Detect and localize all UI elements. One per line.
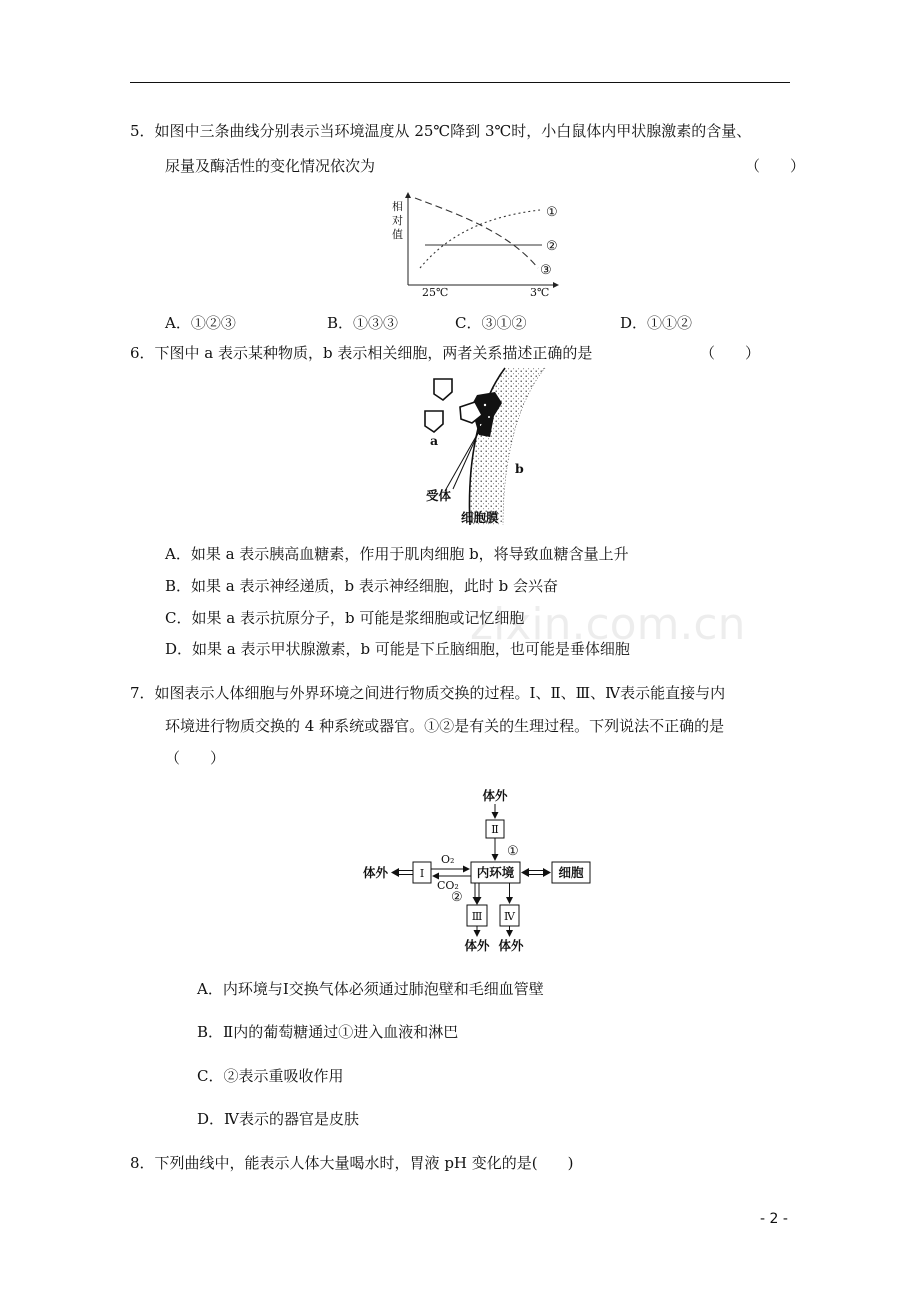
q5-curve-label-3: ③ bbox=[540, 263, 552, 278]
label-receptor: 受体 bbox=[426, 488, 452, 503]
box-3-label: Ⅲ bbox=[471, 910, 483, 923]
q5-option-d: D．①①② bbox=[620, 314, 693, 332]
q5-option-a: A．①②③ bbox=[165, 314, 236, 332]
q5-option-b: B．①③③ bbox=[327, 314, 399, 332]
outside-top-label: 体外 bbox=[482, 788, 508, 803]
q7-option-c: C．②表示重吸收作用 bbox=[197, 1067, 344, 1085]
q5-curve-dashed bbox=[415, 198, 538, 268]
q6-figure-cell-membrane bbox=[415, 365, 550, 530]
outside-bottom-3-label: 体外 bbox=[464, 938, 490, 953]
cell-membrane-band bbox=[469, 368, 545, 525]
q5-stem-line2: 尿量及酶活性的变化情况依次为 bbox=[165, 157, 376, 175]
internal-env-label: 内环境 bbox=[476, 865, 515, 880]
q5-stem-line1: 5．如图中三条曲线分别表示当环境温度从 25℃降到 3℃时，小白鼠体内甲状腺激素的含量、 bbox=[130, 122, 752, 140]
substance-molecule bbox=[434, 379, 452, 400]
co2-label: CO₂ bbox=[437, 879, 459, 892]
q5-y-label-char: 值 bbox=[392, 228, 403, 241]
process-2-label: ② bbox=[451, 890, 463, 905]
q5-figure-graph bbox=[380, 190, 570, 302]
q6-stem: 6．下图中 a 表示某种物质，b 表示相关细胞，两者关系描述正确的是 bbox=[130, 344, 593, 362]
outside-bottom-4-label: 体外 bbox=[498, 938, 524, 953]
q5-curve-dotted bbox=[420, 210, 540, 268]
label-a: a bbox=[430, 433, 439, 448]
q6-answer-paren: （ ） bbox=[700, 344, 761, 362]
outside-left-label: 体外 bbox=[363, 865, 389, 880]
q6-option-b: B．如果 a 表示神经递质，b 表示神经细胞，此时 b 会兴奋 bbox=[165, 577, 559, 595]
q7-answer-paren: （ ） bbox=[165, 749, 226, 767]
process-1-label: ① bbox=[507, 844, 519, 859]
q7-stem-line1: 7．如图表示人体细胞与外界环境之间进行物质交换的过程。Ⅰ、Ⅱ、Ⅲ、Ⅳ表示能直接与内 bbox=[130, 684, 726, 702]
box-1-label: Ⅰ bbox=[419, 867, 425, 880]
q5-y-label-char: 相 bbox=[392, 200, 403, 213]
substance-molecule bbox=[425, 411, 443, 432]
q7-figure-exchange-diagram bbox=[355, 785, 600, 955]
q5-x-start-label: 25℃ bbox=[422, 286, 449, 299]
cell-label: 细胞 bbox=[558, 865, 584, 880]
q7-stem-line2: 环境进行物质交换的 4 种系统或器官。①②是有关的生理过程。下列说法不正确的是 bbox=[165, 717, 725, 735]
q7-option-b: B．Ⅱ内的葡萄糖通过①进入血液和淋巴 bbox=[197, 1023, 459, 1041]
q8-stem: 8．下列曲线中，能表示人体大量喝水时，胃液 pH 变化的是( ) bbox=[130, 1154, 574, 1172]
q7-option-a: A．内环境与Ⅰ交换气体必须通过肺泡壁和毛细血管壁 bbox=[197, 980, 544, 998]
page-number: - 2 - bbox=[760, 1211, 788, 1227]
q5-curve-label-1: ① bbox=[546, 205, 558, 220]
o2-label: O₂ bbox=[441, 853, 455, 866]
label-b: b bbox=[515, 461, 524, 476]
q6-option-c: C．如果 a 表示抗原分子，b 可能是浆细胞或记忆细胞 bbox=[165, 609, 525, 627]
q5-option-c: C．③①② bbox=[455, 314, 527, 332]
q6-option-a: A．如果 a 表示胰高血糖素，作用于肌肉细胞 b，将导致血糖含量上升 bbox=[165, 545, 629, 563]
q5-y-label-char: 对 bbox=[392, 214, 403, 227]
q5-curve-label-2: ② bbox=[546, 239, 558, 254]
q5-answer-paren: （ ） bbox=[745, 157, 806, 175]
watermark: zixin.com.cn bbox=[470, 599, 746, 650]
q7-option-d: D．Ⅳ表示的器官是皮肤 bbox=[197, 1110, 360, 1128]
header-rule bbox=[130, 82, 790, 83]
box-2-label: Ⅱ bbox=[491, 823, 499, 836]
q5-x-end-label: 3℃ bbox=[530, 286, 550, 299]
box-4-label: Ⅳ bbox=[504, 910, 515, 923]
q6-option-d: D．如果 a 表示甲状腺激素，b 可能是下丘脑细胞，也可能是垂体细胞 bbox=[165, 640, 630, 658]
label-membrane: 细胞膜 bbox=[461, 510, 499, 525]
